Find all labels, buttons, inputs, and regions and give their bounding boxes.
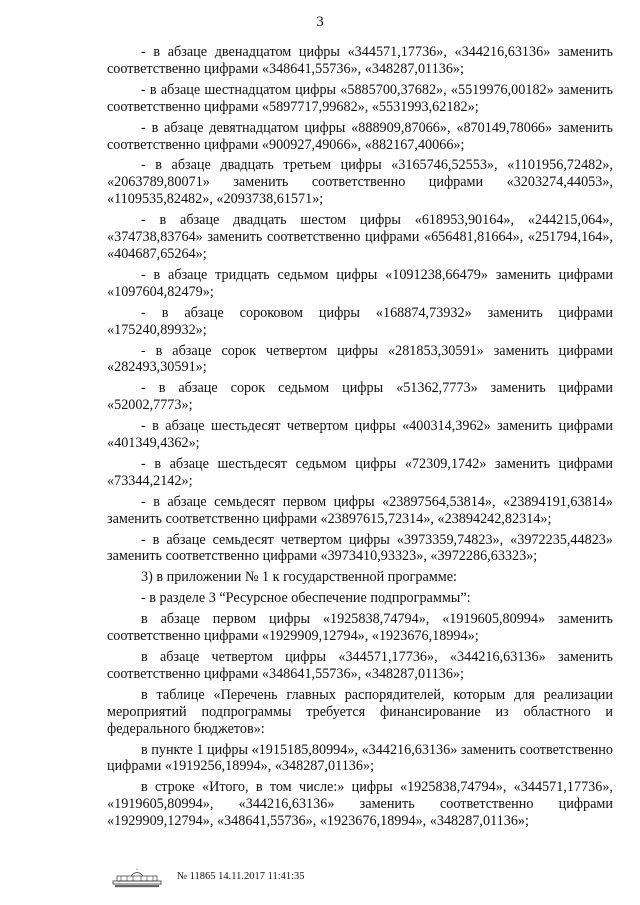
paragraph: 3) в приложении № 1 к государственной программе: xyxy=(141,569,457,586)
paragraph: в строке «Итого, в том числе:» цифры «1925838,74794», «344571,17736», «1919605,80994», «344216,63136» заменить соответственно цифрами «1929909,12794», «348641,55736», «1923676,18994», «348287,01136»; xyxy=(107,779,613,830)
paragraph: - в абзаце двадцать третьем цифры «3165746,52553», «1101956,72482», «2063789,80071» заменить соответственно цифрами «3203274,44053», «1109535,82482», «2093738,61571»; xyxy=(107,157,613,208)
paragraph: в абзаце первом цифры «1925838,74794», «1919605,80994» заменить соответственно цифрами «1929909,12794», «1923676,18994»; xyxy=(107,611,613,645)
paragraph: в абзаце четвертом цифры «344571,17736», «344216,63136» заменить соответственно цифрами «348641,55736», «348287,01136»; xyxy=(107,649,613,682)
paragraph: - в абзаце шестнадцатом цифры «5885700,37682», «5519976,00182» заменить соответственно цифрами «5897717,99682», «5531993,62182»; xyxy=(107,81,613,115)
paragraph: - в абзаце семьдесят первом цифры «23897564,53814», «23894191,63814» заменить соответственно цифрами «23897615,72314», «23894242,82314»; xyxy=(107,493,613,527)
paragraph: - в абзаце семьдесят четвертом цифры «3973359,74823», «3972235,44823» заменить соответственно цифрами «3973410,93323», «3972286,63323»; xyxy=(107,531,613,565)
paragraph: - в абзаце сорок седьмом цифры «51362,7773» заменить цифрами «52002,7773»; xyxy=(107,380,613,414)
paragraph: - в абзаце сорок четвертом цифры «281853,30591» заменить цифрами «282493,30591»; xyxy=(107,342,613,376)
footer xyxy=(111,868,371,890)
paragraph: - в абзаце шестьдесят седьмом цифры «72309,1742» заменить цифрами «73344,2142»; xyxy=(107,455,613,489)
page-number: 3 xyxy=(316,14,324,30)
paragraph: - в абзаце двадцать шестом цифры «618953,90164», «244215,064», «374738,83764» заменить соответственно цифрами «656481,81664», «251794,164», «404687,65264»; xyxy=(107,212,613,262)
paragraph: - в абзаце двенадцатом цифры «344571,17736», «344216,63136» заменить соответственно цифрами «348641,55736», «348287,01136»; xyxy=(107,44,613,77)
document-body xyxy=(107,44,613,834)
paragraph: - в абзаце тридцать седьмом цифры «1091238,66479» заменить цифрами «1097604,82479»; xyxy=(107,266,613,300)
registration-stamp: № 11865 14.11.2017 11:41:35 xyxy=(177,871,305,882)
legislative-building-logo xyxy=(111,868,163,888)
paragraph: в таблице «Перечень главных распорядителей, которым для реализации мероприятий подпрограммы требуется финансирование из областного и федерального бюджетов»: xyxy=(107,686,613,737)
paragraph: - в абзаце девятнадцатом цифры «888909,87066», «870149,78066» заменить соответственно цифрами «900927,49066», «882167,40066»; xyxy=(107,119,613,153)
paragraph: - в абзаце шестьдесят четвертом цифры «400314,3962» заменить цифрами «401349,4362»; xyxy=(107,418,613,452)
paragraph: - в абзаце сороковом цифры «168874,73932» заменить цифрами «175240,89932»; xyxy=(107,304,613,338)
paragraph: в пункте 1 цифры «1915185,80994», «344216,63136» заменить соответственно цифрами «1919256,18994», «348287,01136»; xyxy=(107,741,613,775)
paragraph: - в разделе 3 “Ресурсное обеспечение подпрограммы”: xyxy=(141,590,471,607)
